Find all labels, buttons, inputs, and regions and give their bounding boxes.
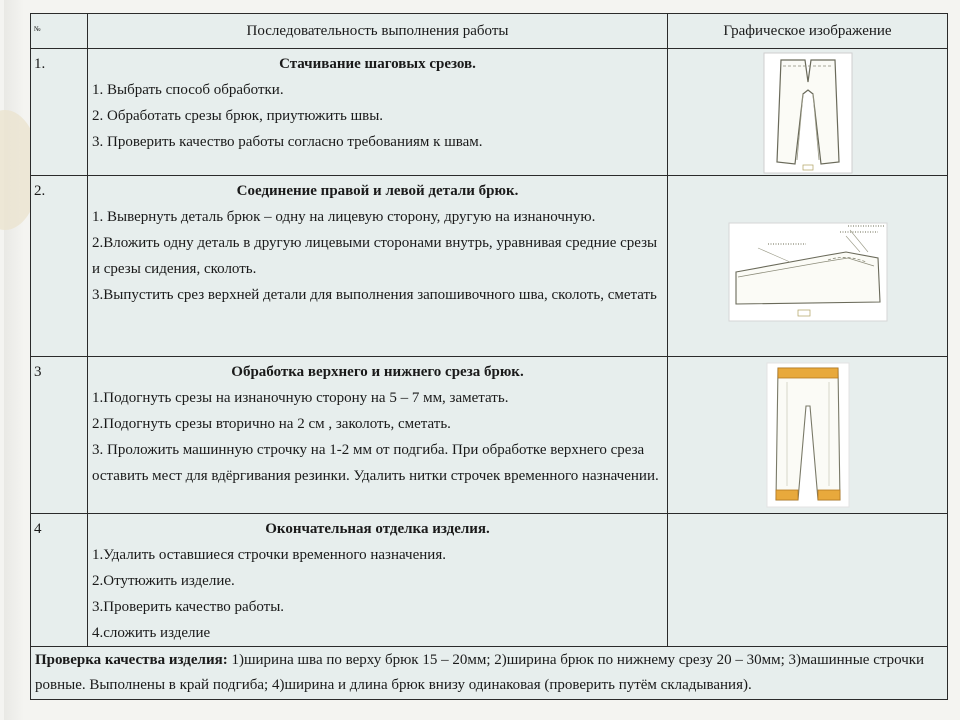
step-line: 3. Проверить качество работы согласно требованиям к швам. — [92, 134, 483, 150]
step-line: 3.Проверить качество работы. — [92, 599, 285, 615]
table-row — [31, 514, 948, 647]
step-title: Обработка верхнего и нижнего среза брюк. — [231, 364, 524, 380]
step-line: 3.Выпустить срез верхней детали для выполнения запошивочного шва, сколоть, сметать — [92, 287, 657, 303]
step-line: 1.Подогнуть срезы на изнаночную сторону на 5 – 7 мм, заметать. — [92, 390, 509, 406]
quality-check-row — [31, 647, 948, 700]
background-shadow — [4, 0, 24, 720]
table-header-row — [31, 14, 948, 49]
table-row — [31, 49, 948, 176]
illustration-cell-empty — [668, 514, 948, 647]
header-sequence: Последовательность выполнения работы — [88, 14, 668, 49]
quality-check-label: Проверка качества изделия: — [35, 652, 228, 668]
step-number: 4 — [31, 514, 88, 647]
step-line: 2.Отутюжить изделие. — [92, 573, 235, 589]
step-line: 2. Обработать срезы брюк, приутюжить швы. — [92, 108, 384, 124]
step-line: 1. Вывернуть деталь брюк – одну на лицевую сторону, другую на изнаночную. — [92, 209, 596, 225]
header-number: № — [31, 14, 88, 49]
step-line: 4.сложить изделие — [92, 625, 211, 641]
pants-nested-illustration — [728, 222, 888, 322]
work-sequence-table — [30, 13, 948, 700]
step-content — [88, 176, 668, 357]
illustration-cell — [668, 49, 948, 176]
step-content — [88, 357, 668, 514]
step-title: Стачивание шаговых срезов. — [279, 56, 476, 72]
pants-inseam-illustration — [763, 52, 853, 174]
step-title: Соединение правой и левой детали брюк. — [236, 183, 519, 199]
table-row — [31, 357, 948, 514]
step-line: 2.Подогнуть срезы вторично на 2 см , заколоть, сметать. — [92, 416, 451, 432]
step-line: 3. Проложить машинную строчку на 1-2 мм от подгиба. При обработке верхнего среза оставить мест для вдёргивания резинки. Удалить нитки строчек временного назначении. — [92, 442, 659, 484]
quality-check-cell — [31, 647, 948, 700]
step-line: 1. Выбрать способ обработки. — [92, 82, 284, 98]
step-number: 2. — [31, 176, 88, 357]
step-line: 2.Вложить одну деталь в другую лицевыми сторонами внутрь, уравнивая средние срезы и срезы сидения, сколоть. — [92, 235, 658, 277]
illustration-cell — [668, 357, 948, 514]
illustration-cell — [668, 176, 948, 357]
step-number: 3 — [31, 357, 88, 514]
step-title: Окончательная отделка изделия. — [265, 521, 490, 537]
pants-hemmed-illustration — [766, 362, 850, 508]
table-row — [31, 176, 948, 357]
header-graphic: Графическое изображение — [668, 14, 948, 49]
quality-check-text: 1)ширина шва по верху брюк 15 – 20мм; 2)ширина брюк по нижнему срезу 20 – 30мм; 3)машинные строчки ровные. Выполнены в край подгиба; 4)ширина и длина брюк внизу одинаковая (проверить путём складывания). — [35, 652, 925, 693]
step-content — [88, 49, 668, 176]
step-content — [88, 514, 668, 647]
step-line: 1.Удалить оставшиеся строчки временного назначения. — [92, 547, 446, 563]
step-number: 1. — [31, 49, 88, 176]
